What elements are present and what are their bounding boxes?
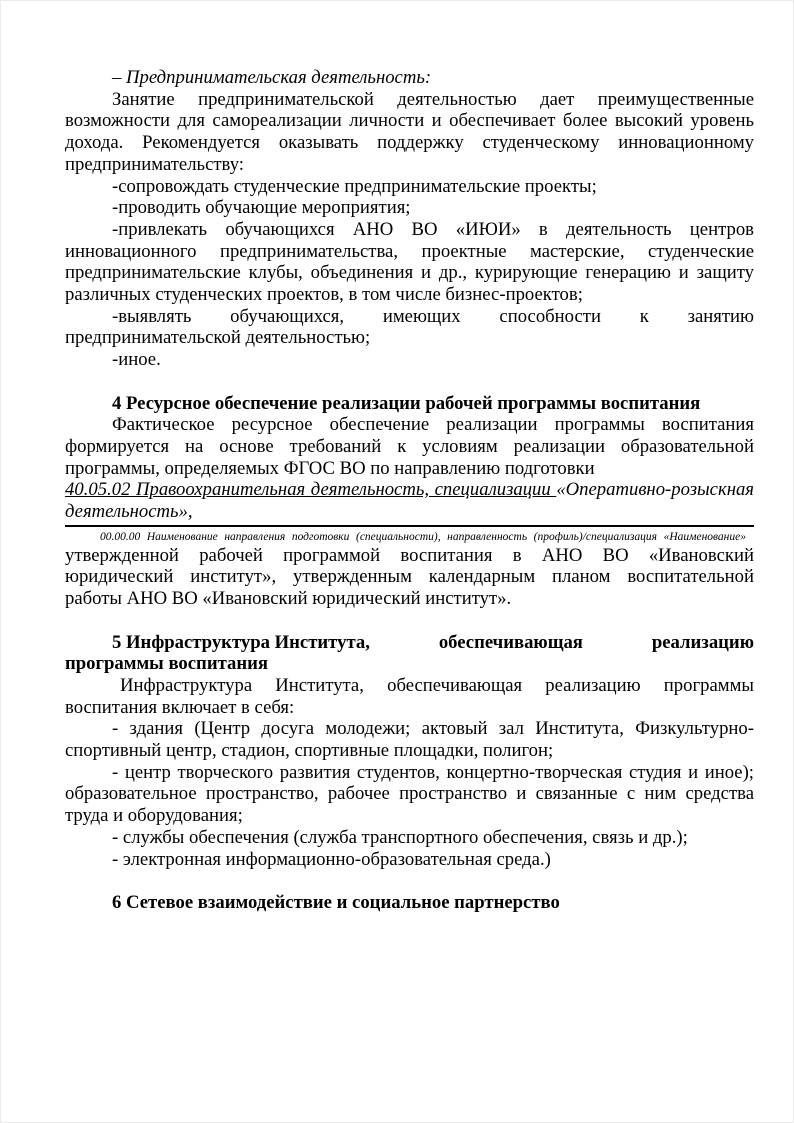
specialty-rest-text: «Оперативно-розыскная деятельность»,	[65, 479, 754, 523]
list-item: -проводить обучающие мероприятия;	[112, 197, 411, 219]
list-item: -привлекать обучающихся АНО ВО «ИЮИ» в деятельность центров инновационного предпринимательства, проектные мастерские, студенческие предпринимательские клубы, объединения и др., курирующие генерацию и защиту различных студенческих проектов, в том числе бизнес-проектов;	[65, 218, 754, 306]
list-item: - центр творческого развития студентов, концертно-творческая студия и иное); образовательное пространство, рабочее пространство и связанные с ним средства труда и оборудования;	[65, 761, 754, 827]
field-caption: 00.00.00 Наименование направления подготовки (специальности), направленность (профиль)/специализация «Наименование»	[100, 530, 746, 543]
section4-outro: утвержденной рабочей программой воспитания в АНО ВО «Ивановский юридический институт», утвержденным календарным планом воспитательной работы АНО ВО «Ивановский юридический институт».	[65, 544, 754, 610]
list-item: - службы обеспечения (служба транспортного обеспечения, связь и др.);	[112, 826, 688, 848]
entrepreneurship-intro: Занятие предпринимательской деятельностью дает преимущественные возможности для самореализации личности и обеспечивает более высокий уровень дохода. Рекомендуется оказывать поддержку студенческому инновационному предпринимательству:	[65, 88, 754, 175]
specialty-fill-in-line	[65, 479, 754, 526]
section6-heading: 6 Сетевое взаимодействие и социальное партнерство	[112, 891, 560, 913]
section4-intro: Фактическое ресурсное обеспечение реализации программы воспитания формируется на основе требований к условиям реализации образовательной программы, определяемых ФГОС ВО по направлению подготовки	[65, 414, 754, 479]
list-item: - здания (Центр досуга молодежи; актовый зал Института, Физкультурно-спортивный центр, стадион, спортивные площадки, полигон;	[65, 718, 754, 762]
section5-heading	[65, 632, 754, 675]
specialty-underlined-text: 40.05.02 Правоохранительная деятельность, специализации	[65, 479, 557, 501]
section4-heading: 4 Ресурсное обеспечение реализации рабочей программы воспитания	[112, 392, 701, 414]
list-item: -иное.	[112, 349, 161, 371]
section5-heading-line2: программы воспитания	[65, 653, 268, 675]
section5-heading-line1	[65, 632, 754, 654]
section5-heading-part: обеспечивающая	[438, 631, 583, 653]
list-item: -выявлять обучающихся, имеющих способности к занятию предпринимательской деятельностью;	[65, 305, 754, 349]
section5-intro: Инфраструктура Института, обеспечивающая реализацию программы воспитания включает в себя:	[65, 674, 754, 718]
section5-heading-part: реализацию	[651, 631, 754, 653]
list-item: -сопровождать студенческие предпринимательские проекты;	[112, 175, 597, 197]
list-item: - электронная информационно-образовательная среда.)	[112, 848, 551, 870]
section5-heading-part: 5 Инфраструктура Института,	[112, 631, 370, 653]
entrepreneurship-title: – Предпринимательская деятельность:	[112, 67, 432, 88]
